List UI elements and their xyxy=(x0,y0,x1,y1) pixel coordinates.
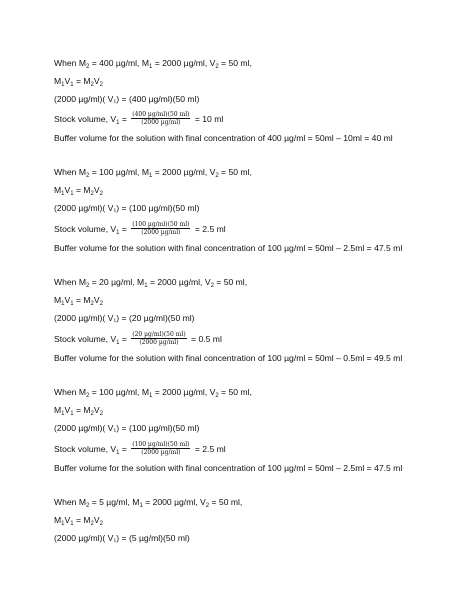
equation-line: (2000 µg/ml)( V₁) = (100 µg/ml)(50 ml) xyxy=(54,423,200,433)
condition-line: When $M_2 = 5$ µg/ml, $M_1 = 2000$ µg/ml, $V_2 = 50$ ml, xyxy=(54,497,243,509)
buffer-volume-line: Buffer volume for the solution with final concentration of 100 µg/ml = 50ml – 2.5ml = 47.5 ml xyxy=(54,463,403,473)
fraction: $\frac{\text{(400 µg/ml)(50 ml)}}{\text{(2000 µg/ml)}}$ xyxy=(132,111,190,126)
equation-line: (2000 µg/ml)( V₁) = (100 µg/ml)(50 ml) xyxy=(54,203,200,213)
fraction: $\frac{\text{(100 µg/ml)(50 ml)}}{\text{(2000 µg/ml)}}$ xyxy=(132,221,190,236)
stock-volume-line: Stock volume, $V_1$ = $\frac{\text{(20 µg/ml)(50 ml)}}{\text{(2000 µg/ml)}}$ = 0.5 ml xyxy=(54,331,222,346)
formula-line: $M_1V_1 = M_2V_2$ xyxy=(54,295,103,307)
condition-line: When $M_2 = 400$ µg/ml, $M_1 = 2000$ µg/ml, $V_2 = 50$ ml, xyxy=(54,58,252,70)
equation-line: (2000 µg/ml)( V₁) = (20 µg/ml)(50 ml) xyxy=(54,313,195,323)
fraction: $\frac{\text{(100 µg/ml)(50 ml)}}{\text{(2000 µg/ml)}}$ xyxy=(132,441,190,456)
formula-line: $M_1V_1 = M_2V_2$ xyxy=(54,405,103,417)
stock-volume-line: Stock volume, $V_1$ = $\frac{\text{(400 µg/ml)(50 ml)}}{\text{(2000 µg/ml)}}$ = 10 ml xyxy=(54,111,224,126)
fraction: $\frac{\text{(20 µg/ml)(50 ml)}}{\text{(2000 µg/ml)}}$ xyxy=(132,331,186,346)
equation-line: (2000 µg/ml)( V₁) = (5 µg/ml)(50 ml) xyxy=(54,533,190,543)
condition-line: When $M_2 = 20$ µg/ml, $M_1 = 2000$ µg/ml, $V_2 = 50$ ml, xyxy=(54,277,248,289)
formula-line: $M_1V_1 = M_2V_2$ xyxy=(54,515,103,527)
condition-line: When $M_2 = 100$ µg/ml, $M_1 = 2000$ µg/ml, $V_2 = 50$ ml, xyxy=(54,167,252,179)
formula-line: $M_1V_1 = M_2V_2$ xyxy=(54,185,103,197)
formula-line: $M_1V_1 = M_2V_2$ xyxy=(54,76,103,88)
buffer-volume-line: Buffer volume for the solution with final concentration of 400 µg/ml = 50ml – 10ml = 40 ml xyxy=(54,133,393,143)
buffer-volume-line: Buffer volume for the solution with final concentration of 100 µg/ml = 50ml – 2.5ml = 47.5 ml xyxy=(54,243,403,253)
buffer-volume-line: Buffer volume for the solution with final concentration of 100 µg/ml = 50ml – 0.5ml = 49.5 ml xyxy=(54,353,403,363)
condition-line: When $M_2 = 100$ µg/ml, $M_1 = 2000$ µg/ml, $V_2 = 50$ ml, xyxy=(54,387,252,399)
stock-volume-line: Stock volume, $V_1$ = $\frac{\text{(100 µg/ml)(50 ml)}}{\text{(2000 µg/ml)}}$ = 2.5 ml xyxy=(54,441,226,456)
equation-line: (2000 µg/ml)( V₁) = (400 µg/ml)(50 ml) xyxy=(54,94,200,104)
stock-volume-line: Stock volume, $V_1$ = $\frac{\text{(100 µg/ml)(50 ml)}}{\text{(2000 µg/ml)}}$ = 2.5 ml xyxy=(54,221,226,236)
